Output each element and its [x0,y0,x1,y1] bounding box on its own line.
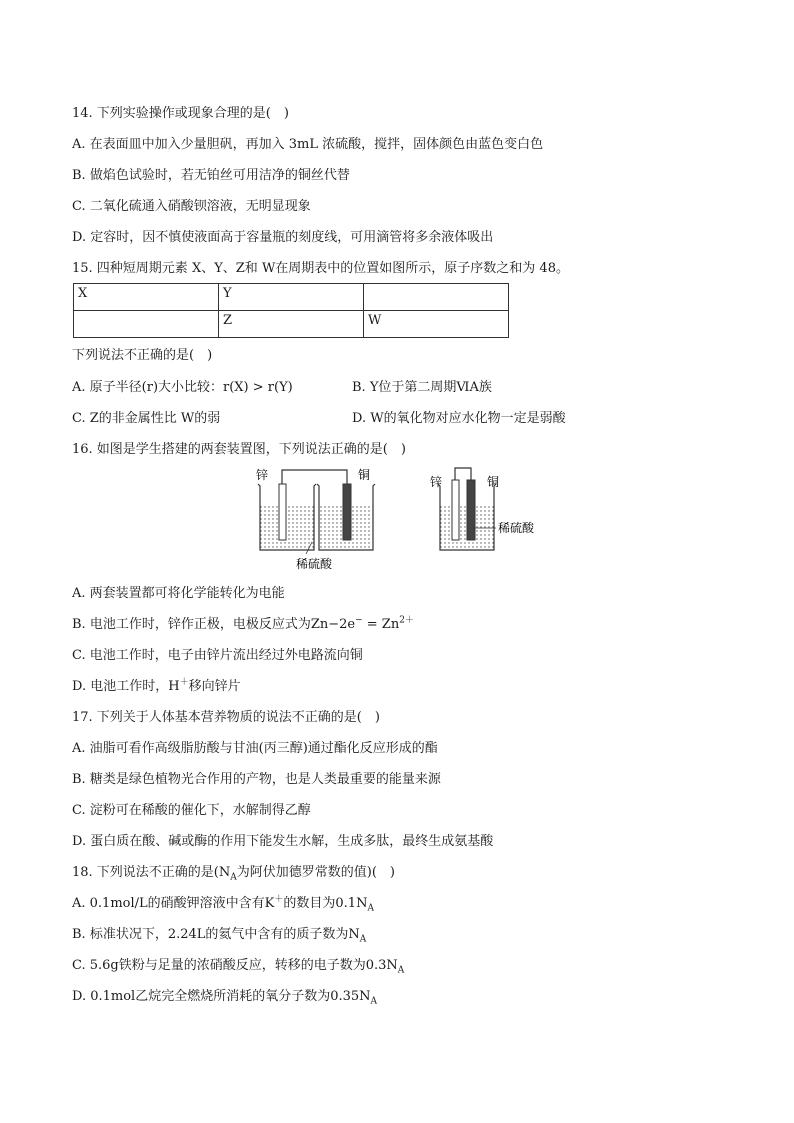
q15-stem: 15. 四种短周期元素 X、Y、Z和 W在周期表中的位置如图所示，原子序数之和为 48。 [72,261,569,276]
q16-option-a: A. 两套装置都可将化学能转化为电能 [72,586,285,601]
q15-sub-stem: 下列说法不正确的是( ) [72,348,213,363]
q17-option-d: D. 蛋白质在酸、碱或酶的作用下能发生水解，生成多肽，最终生成氨基酸 [72,834,494,849]
q14-option-d: D. 定容时，因不慎使液面高于容量瓶的刻度线，可用滴管将多余液体吸出 [72,230,494,245]
acid-label: 稀硫酸 [296,557,333,571]
table-cell [74,311,219,338]
table-cell: W [364,311,509,338]
acid-solution [260,506,314,548]
wire [455,468,471,480]
periodic-table-excerpt [73,283,509,338]
q16-option-d: D. 电池工作时，H＋移向锌片 [72,677,241,694]
q15-option-c: C. Z的非金属性比 W的弱 [72,411,221,426]
q17-option-b: B. 糖类是绿色植物光合作用的产物，也是人类最重要的能量来源 [72,772,441,787]
q18-option-c: C. 5.6g铁粉与足量的浓硝酸反应，转移的电子数为$0.3N_A$ [72,958,405,976]
q14-stem: 14. 下列实验操作或现象合理的是( ) [72,106,289,121]
table-cell: Z [219,311,364,338]
wire [282,470,347,484]
q16-stem: 16. 如图是学生搭建的两套装置图，下列说法正确的是( ) [72,442,406,457]
zinc-electrode [279,484,286,540]
table-row [74,284,509,311]
table-cell: Y [219,284,364,311]
q17-option-c: C. 淀粉可在稀酸的催化下，水解制得乙醇 [72,803,311,818]
q17-stem: 17. 下列关于人体基本营养物质的说法不正确的是( ) [72,710,380,725]
q14-option-c: C. 二氧化硫通入硝酸钡溶液，无明显现象 [72,199,311,214]
zinc-electrode [452,480,459,540]
q18-stem: 18. 下列说法不正确的是($N_A$为阿伏加德罗常数的值)( ) [72,865,395,883]
zinc-label: 锌 [430,475,443,489]
q18-option-a: A. 0.1mol/L的硝酸钾溶液中含有K＋的数目为$0.1N_A$ [72,894,374,914]
q16-option-b: B. 电池工作时，锌作正极，电极反应式为$Zn-2e^- = Zn^{2+}$ [72,615,414,632]
setup-one [256,467,375,571]
zinc-label: 锌 [256,468,269,482]
table-cell [364,284,509,311]
q15-option-d: D. W的氧化物对应水化物一定是弱酸 [352,411,566,426]
q14-option-a: A. 在表面皿中加入少量胆矾，再加入 3mL 浓硫酸，搅拌，固体颜色由蓝色变白色 [72,137,544,152]
q15-option-b: B. Y位于第二周期ⅥA族 [352,380,492,395]
copper-electrode [467,480,475,540]
q16-option-c: C. 电池工作时，电子由锌片流出经过外电路流向铜 [72,648,363,663]
q14-option-b: B. 做焰色试验时，若无铂丝可用洁净的铜丝代替 [72,168,350,183]
q18-option-b: B. 标准状况下，2.24L的氦气中含有的质子数为$N_A$ [72,927,367,945]
acid-label: 稀硫酸 [498,521,535,535]
galvanic-cell-diagram [240,462,560,574]
table-row [74,311,509,338]
q17-option-a: A. 油脂可看作高级脂肪酸与甘油(丙三醇)通过酯化反应形成的酯 [72,741,438,756]
copper-electrode [343,484,351,540]
q18-option-d: D. 0.1mol乙烷完全燃烧所消耗的氧分子数为$0.35N_A$ [72,989,378,1007]
copper-label: 铜 [358,468,371,482]
table-cell: X [74,284,219,311]
copper-label: 铜 [487,475,500,489]
setup-two [430,468,535,550]
q15-option-a: A. 原子半径(r)大小比较：r(X) > r(Y) [72,380,293,395]
